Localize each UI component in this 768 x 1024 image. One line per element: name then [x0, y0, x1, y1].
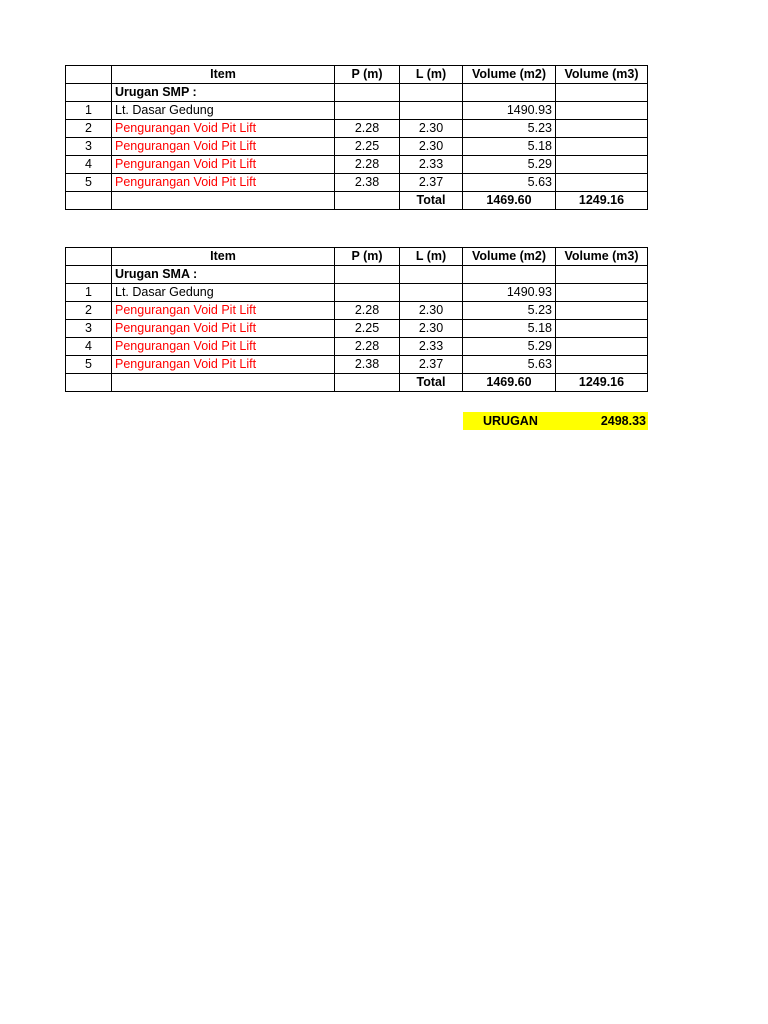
urugan-sma-table — [65, 247, 648, 392]
header-row — [66, 248, 648, 266]
section-row — [66, 266, 648, 284]
header-volume-m3[interactable]: Volume (m3) — [556, 248, 648, 266]
row-p[interactable] — [335, 284, 400, 302]
header-l[interactable]: L (m) — [400, 66, 463, 84]
header-no[interactable] — [66, 66, 112, 84]
row-no[interactable]: 4 — [66, 338, 112, 356]
cell[interactable] — [463, 266, 556, 284]
table-row — [66, 320, 648, 338]
urugan-grand-total — [463, 412, 648, 430]
table-row — [66, 302, 648, 320]
cell[interactable] — [335, 84, 400, 102]
header-volume-m2[interactable]: Volume (m2) — [463, 248, 556, 266]
row-p[interactable]: 2.25 — [335, 138, 400, 156]
row-volume-m3[interactable] — [556, 138, 648, 156]
row-l[interactable]: 2.30 — [400, 138, 463, 156]
header-item[interactable]: Item — [112, 66, 335, 84]
row-p[interactable]: 2.28 — [335, 156, 400, 174]
row-volume-m2[interactable]: 5.63 — [463, 174, 556, 192]
section-row — [66, 84, 648, 102]
row-p[interactable] — [335, 102, 400, 120]
row-volume-m3[interactable] — [556, 102, 648, 120]
total-row — [66, 374, 648, 392]
table-row — [66, 102, 648, 120]
table-row — [66, 174, 648, 192]
header-volume-m2[interactable]: Volume (m2) — [463, 66, 556, 84]
cell[interactable] — [66, 84, 112, 102]
row-volume-m2[interactable]: 5.23 — [463, 302, 556, 320]
row-p[interactable]: 2.25 — [335, 320, 400, 338]
total-label[interactable]: Total — [400, 374, 463, 392]
header-volume-m3[interactable]: Volume (m3) — [556, 66, 648, 84]
row-no[interactable]: 4 — [66, 156, 112, 174]
row-no[interactable]: 3 — [66, 320, 112, 338]
row-volume-m2[interactable]: 5.18 — [463, 138, 556, 156]
row-volume-m3[interactable] — [556, 356, 648, 374]
row-volume-m3[interactable] — [556, 284, 648, 302]
table-row — [66, 356, 648, 374]
cell[interactable] — [66, 192, 112, 210]
row-volume-m2[interactable]: 5.63 — [463, 356, 556, 374]
row-item[interactable]: Pengurangan Void Pit Lift — [112, 320, 335, 338]
row-volume-m3[interactable] — [556, 174, 648, 192]
table-row — [66, 120, 648, 138]
cell[interactable] — [335, 192, 400, 210]
cell[interactable] — [400, 84, 463, 102]
cell[interactable] — [66, 266, 112, 284]
section-title[interactable]: Urugan SMP : — [112, 84, 335, 102]
grand-total-label[interactable]: URUGAN — [483, 414, 538, 428]
row-item[interactable]: Pengurangan Void Pit Lift — [112, 174, 335, 192]
table-row — [66, 338, 648, 356]
row-no[interactable]: 1 — [66, 284, 112, 302]
row-l[interactable] — [400, 102, 463, 120]
header-p[interactable]: P (m) — [335, 248, 400, 266]
urugan-smp-table — [65, 65, 648, 210]
total-row — [66, 192, 648, 210]
cell[interactable] — [335, 374, 400, 392]
row-l[interactable]: 2.37 — [400, 356, 463, 374]
row-volume-m2[interactable]: 5.29 — [463, 338, 556, 356]
row-volume-m2[interactable]: 1490.93 — [463, 102, 556, 120]
grand-total-value[interactable]: 2498.33 — [600, 414, 646, 428]
row-l[interactable]: 2.33 — [400, 338, 463, 356]
cell[interactable] — [556, 266, 648, 284]
total-volume-m2[interactable]: 1469.60 — [463, 374, 556, 392]
row-no[interactable]: 1 — [66, 102, 112, 120]
row-item[interactable]: Lt. Dasar Gedung — [112, 284, 335, 302]
row-volume-m3[interactable] — [556, 338, 648, 356]
row-p[interactable]: 2.28 — [335, 338, 400, 356]
row-l[interactable]: 2.30 — [400, 302, 463, 320]
total-volume-m3[interactable]: 1249.16 — [556, 192, 648, 210]
row-l[interactable]: 2.30 — [400, 120, 463, 138]
row-p[interactable]: 2.38 — [335, 174, 400, 192]
cell[interactable] — [66, 374, 112, 392]
header-l[interactable]: L (m) — [400, 248, 463, 266]
row-volume-m2[interactable]: 1490.93 — [463, 284, 556, 302]
row-item[interactable]: Pengurangan Void Pit Lift — [112, 138, 335, 156]
row-item[interactable]: Lt. Dasar Gedung — [112, 102, 335, 120]
row-no[interactable]: 2 — [66, 120, 112, 138]
row-no[interactable]: 5 — [66, 174, 112, 192]
row-volume-m2[interactable]: 5.29 — [463, 156, 556, 174]
row-item[interactable]: Pengurangan Void Pit Lift — [112, 302, 335, 320]
cell[interactable] — [335, 266, 400, 284]
row-l[interactable]: 2.37 — [400, 174, 463, 192]
section-title[interactable]: Urugan SMA : — [112, 266, 335, 284]
row-l[interactable] — [400, 284, 463, 302]
cell[interactable] — [400, 266, 463, 284]
row-item[interactable]: Pengurangan Void Pit Lift — [112, 356, 335, 374]
row-volume-m2[interactable]: 5.18 — [463, 320, 556, 338]
header-row — [66, 66, 648, 84]
table-row — [66, 284, 648, 302]
row-l[interactable]: 2.33 — [400, 156, 463, 174]
row-p[interactable]: 2.38 — [335, 356, 400, 374]
cell[interactable] — [556, 84, 648, 102]
cell[interactable] — [112, 192, 335, 210]
table-row — [66, 138, 648, 156]
row-p[interactable]: 2.28 — [335, 302, 400, 320]
row-no[interactable]: 2 — [66, 302, 112, 320]
total-label[interactable]: Total — [400, 192, 463, 210]
row-volume-m3[interactable] — [556, 120, 648, 138]
cell[interactable] — [463, 84, 556, 102]
header-no[interactable] — [66, 248, 112, 266]
row-volume-m3[interactable] — [556, 320, 648, 338]
row-item[interactable]: Pengurangan Void Pit Lift — [112, 338, 335, 356]
total-volume-m2[interactable]: 1469.60 — [463, 192, 556, 210]
total-volume-m3[interactable]: 1249.16 — [556, 374, 648, 392]
row-volume-m3[interactable] — [556, 156, 648, 174]
header-item[interactable]: Item — [112, 248, 335, 266]
row-item[interactable]: Pengurangan Void Pit Lift — [112, 120, 335, 138]
row-item[interactable]: Pengurangan Void Pit Lift — [112, 156, 335, 174]
row-no[interactable]: 3 — [66, 138, 112, 156]
cell[interactable] — [112, 374, 335, 392]
header-p[interactable]: P (m) — [335, 66, 400, 84]
row-no[interactable]: 5 — [66, 356, 112, 374]
row-l[interactable]: 2.30 — [400, 320, 463, 338]
table-row — [66, 156, 648, 174]
row-volume-m3[interactable] — [556, 302, 648, 320]
row-p[interactable]: 2.28 — [335, 120, 400, 138]
row-volume-m2[interactable]: 5.23 — [463, 120, 556, 138]
